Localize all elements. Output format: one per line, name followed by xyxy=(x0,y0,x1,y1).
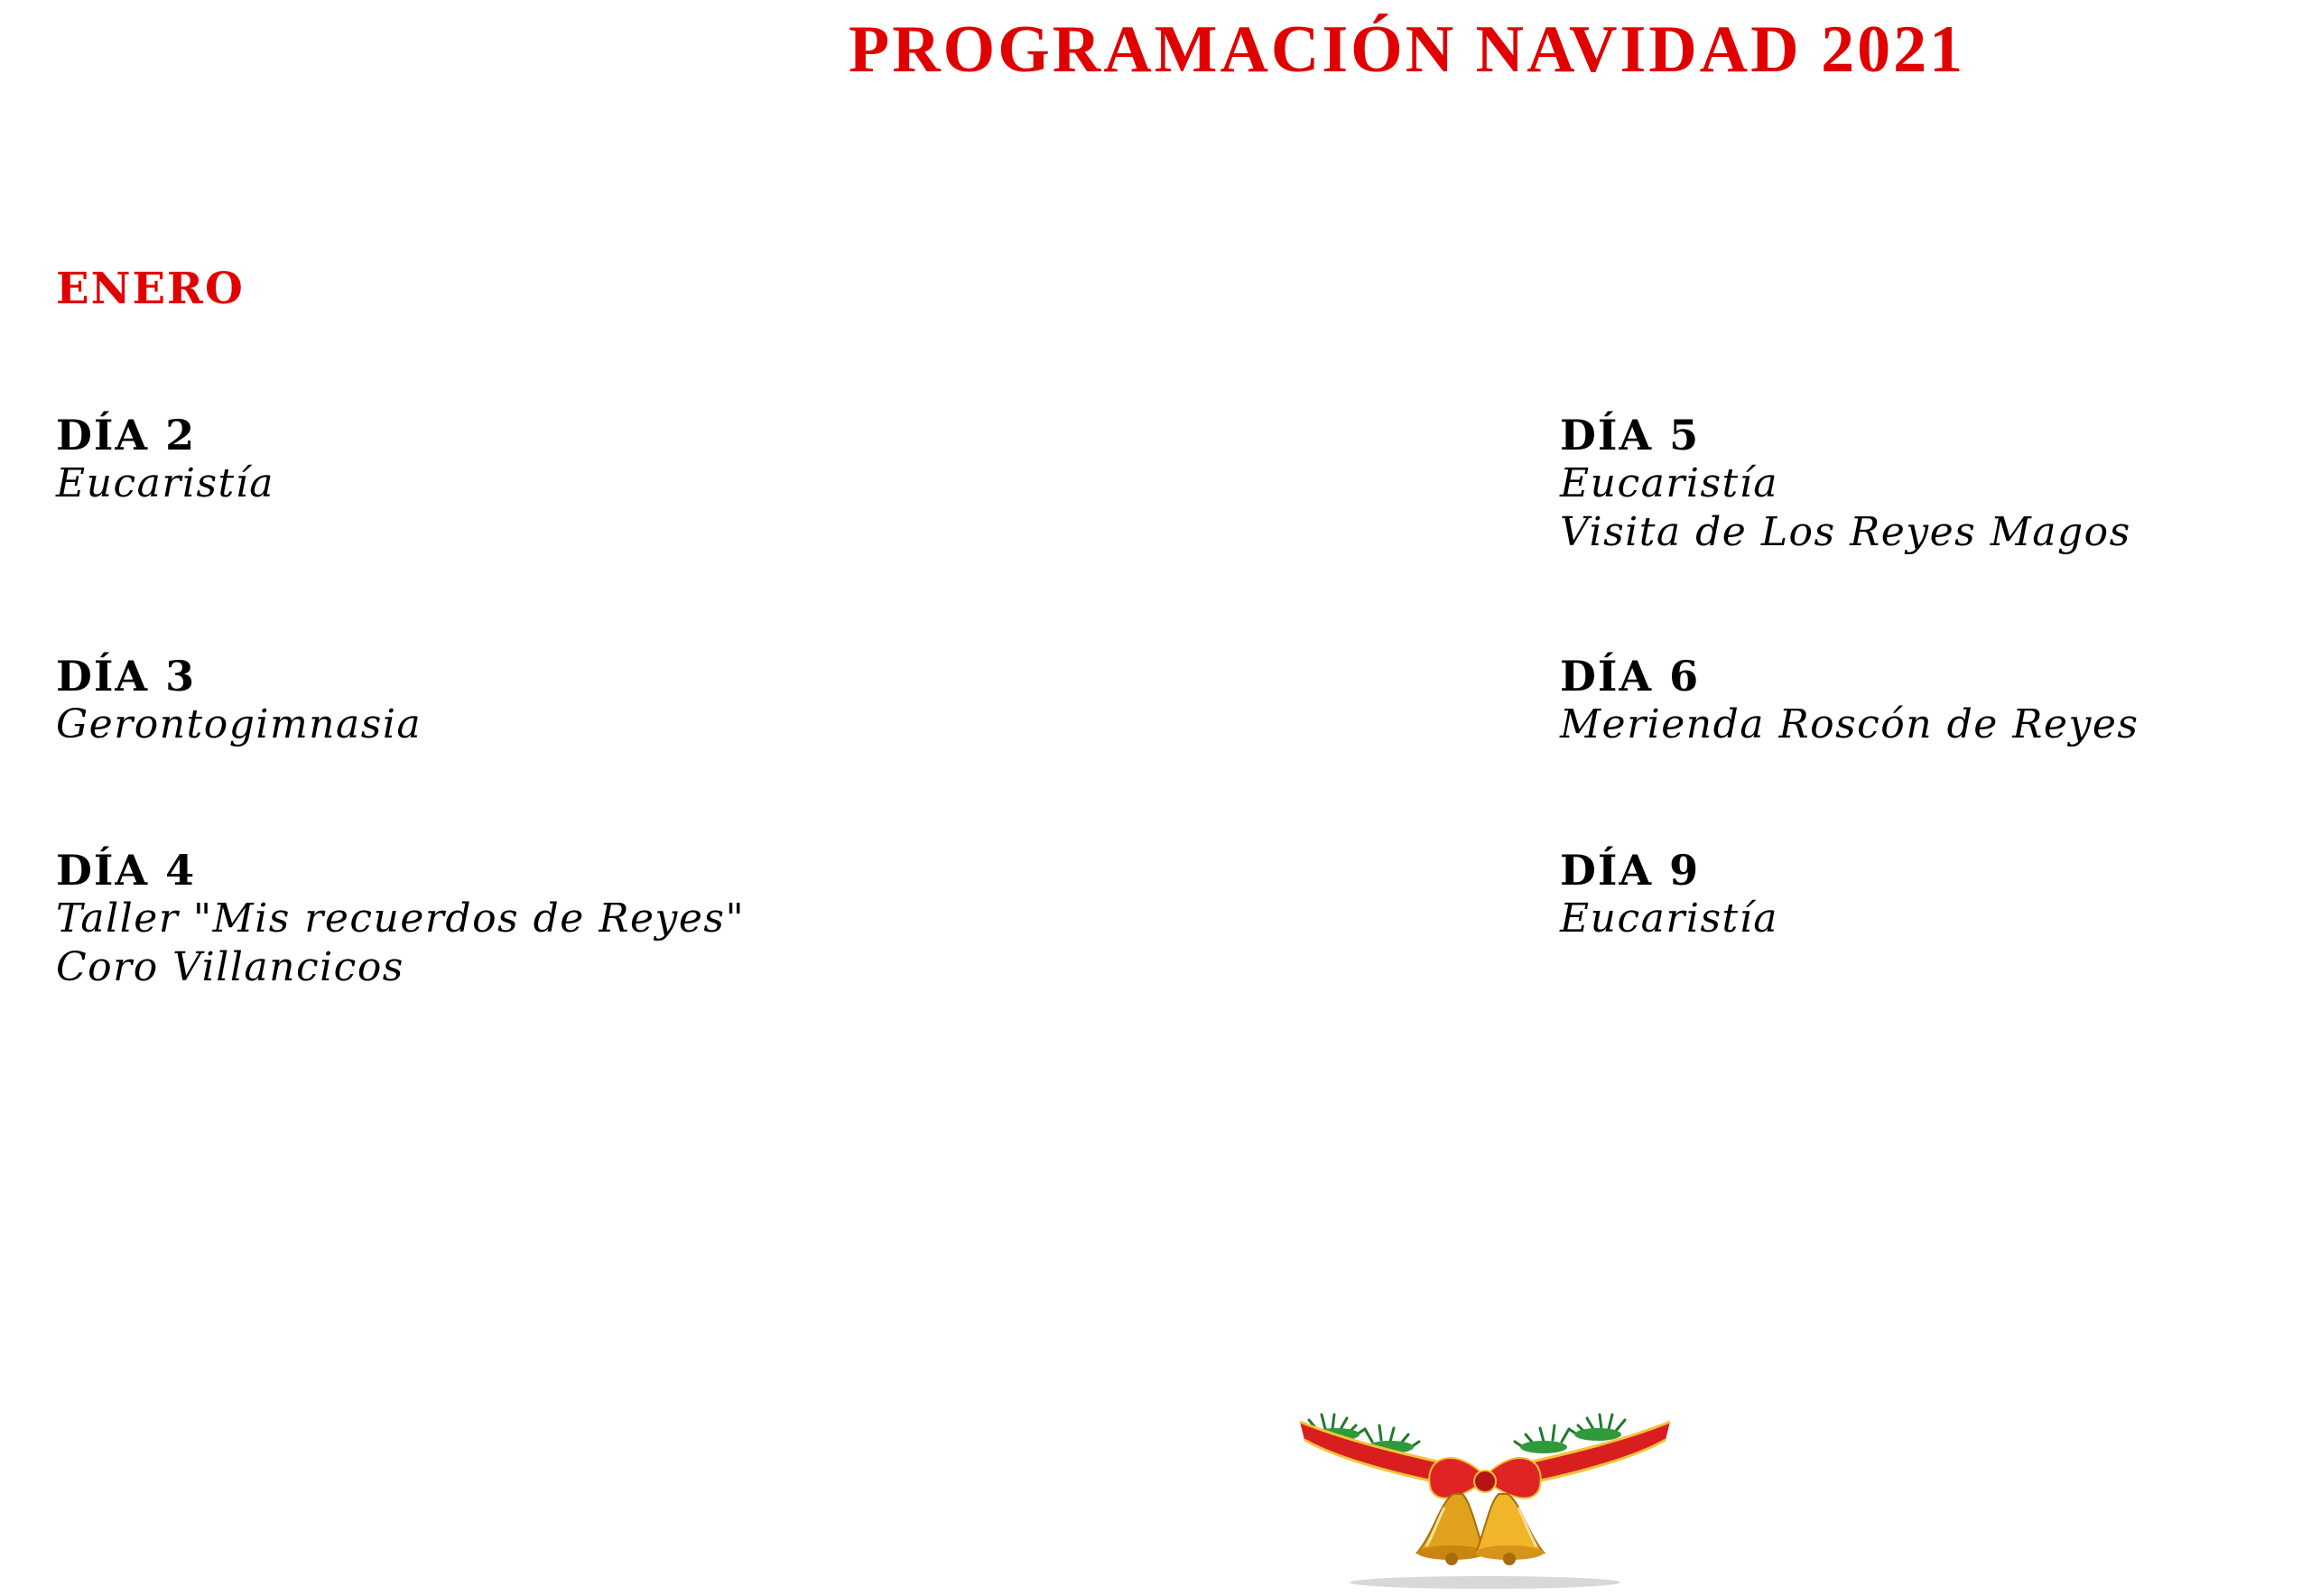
day-block-5 xyxy=(1560,411,2131,557)
day-block-9 xyxy=(1560,846,1778,943)
day-events xyxy=(1560,459,2131,557)
event-item: Gerontogimnasia xyxy=(56,701,422,747)
event-item: Eucaristía xyxy=(1560,895,1779,942)
event-item: Eucaristía xyxy=(1560,460,1779,506)
event-item: Merienda Roscón de Reyes xyxy=(1560,701,2139,747)
page-title: PROGRAMACIÓN NAVIDAD 2021 xyxy=(849,13,1966,87)
day-heading: DÍA 4 xyxy=(56,846,197,895)
day-block-6 xyxy=(1560,652,2139,749)
month-heading: ENERO xyxy=(56,264,245,314)
day-events xyxy=(56,459,274,508)
day-block-3 xyxy=(56,652,422,749)
day-events xyxy=(1560,895,1778,943)
day-events xyxy=(56,701,422,749)
day-block-2 xyxy=(56,411,274,508)
day-heading: DÍA 2 xyxy=(56,411,197,459)
christmas-bells-icon xyxy=(1282,1404,1688,1593)
day-heading: DÍA 9 xyxy=(1560,846,1701,895)
event-item: Visita de Los Reyes Magos xyxy=(1560,509,2131,555)
day-events xyxy=(1560,701,2139,749)
day-events xyxy=(56,895,745,992)
event-item: Coro Villancicos xyxy=(56,944,404,990)
day-heading: DÍA 5 xyxy=(1560,411,1701,459)
event-item: Taller "Mis recuerdos de Reyes" xyxy=(56,895,746,942)
day-block-4 xyxy=(56,846,745,992)
event-item: Eucaristía xyxy=(56,460,275,506)
day-heading: DÍA 3 xyxy=(56,652,197,701)
day-heading: DÍA 6 xyxy=(1560,652,1701,701)
